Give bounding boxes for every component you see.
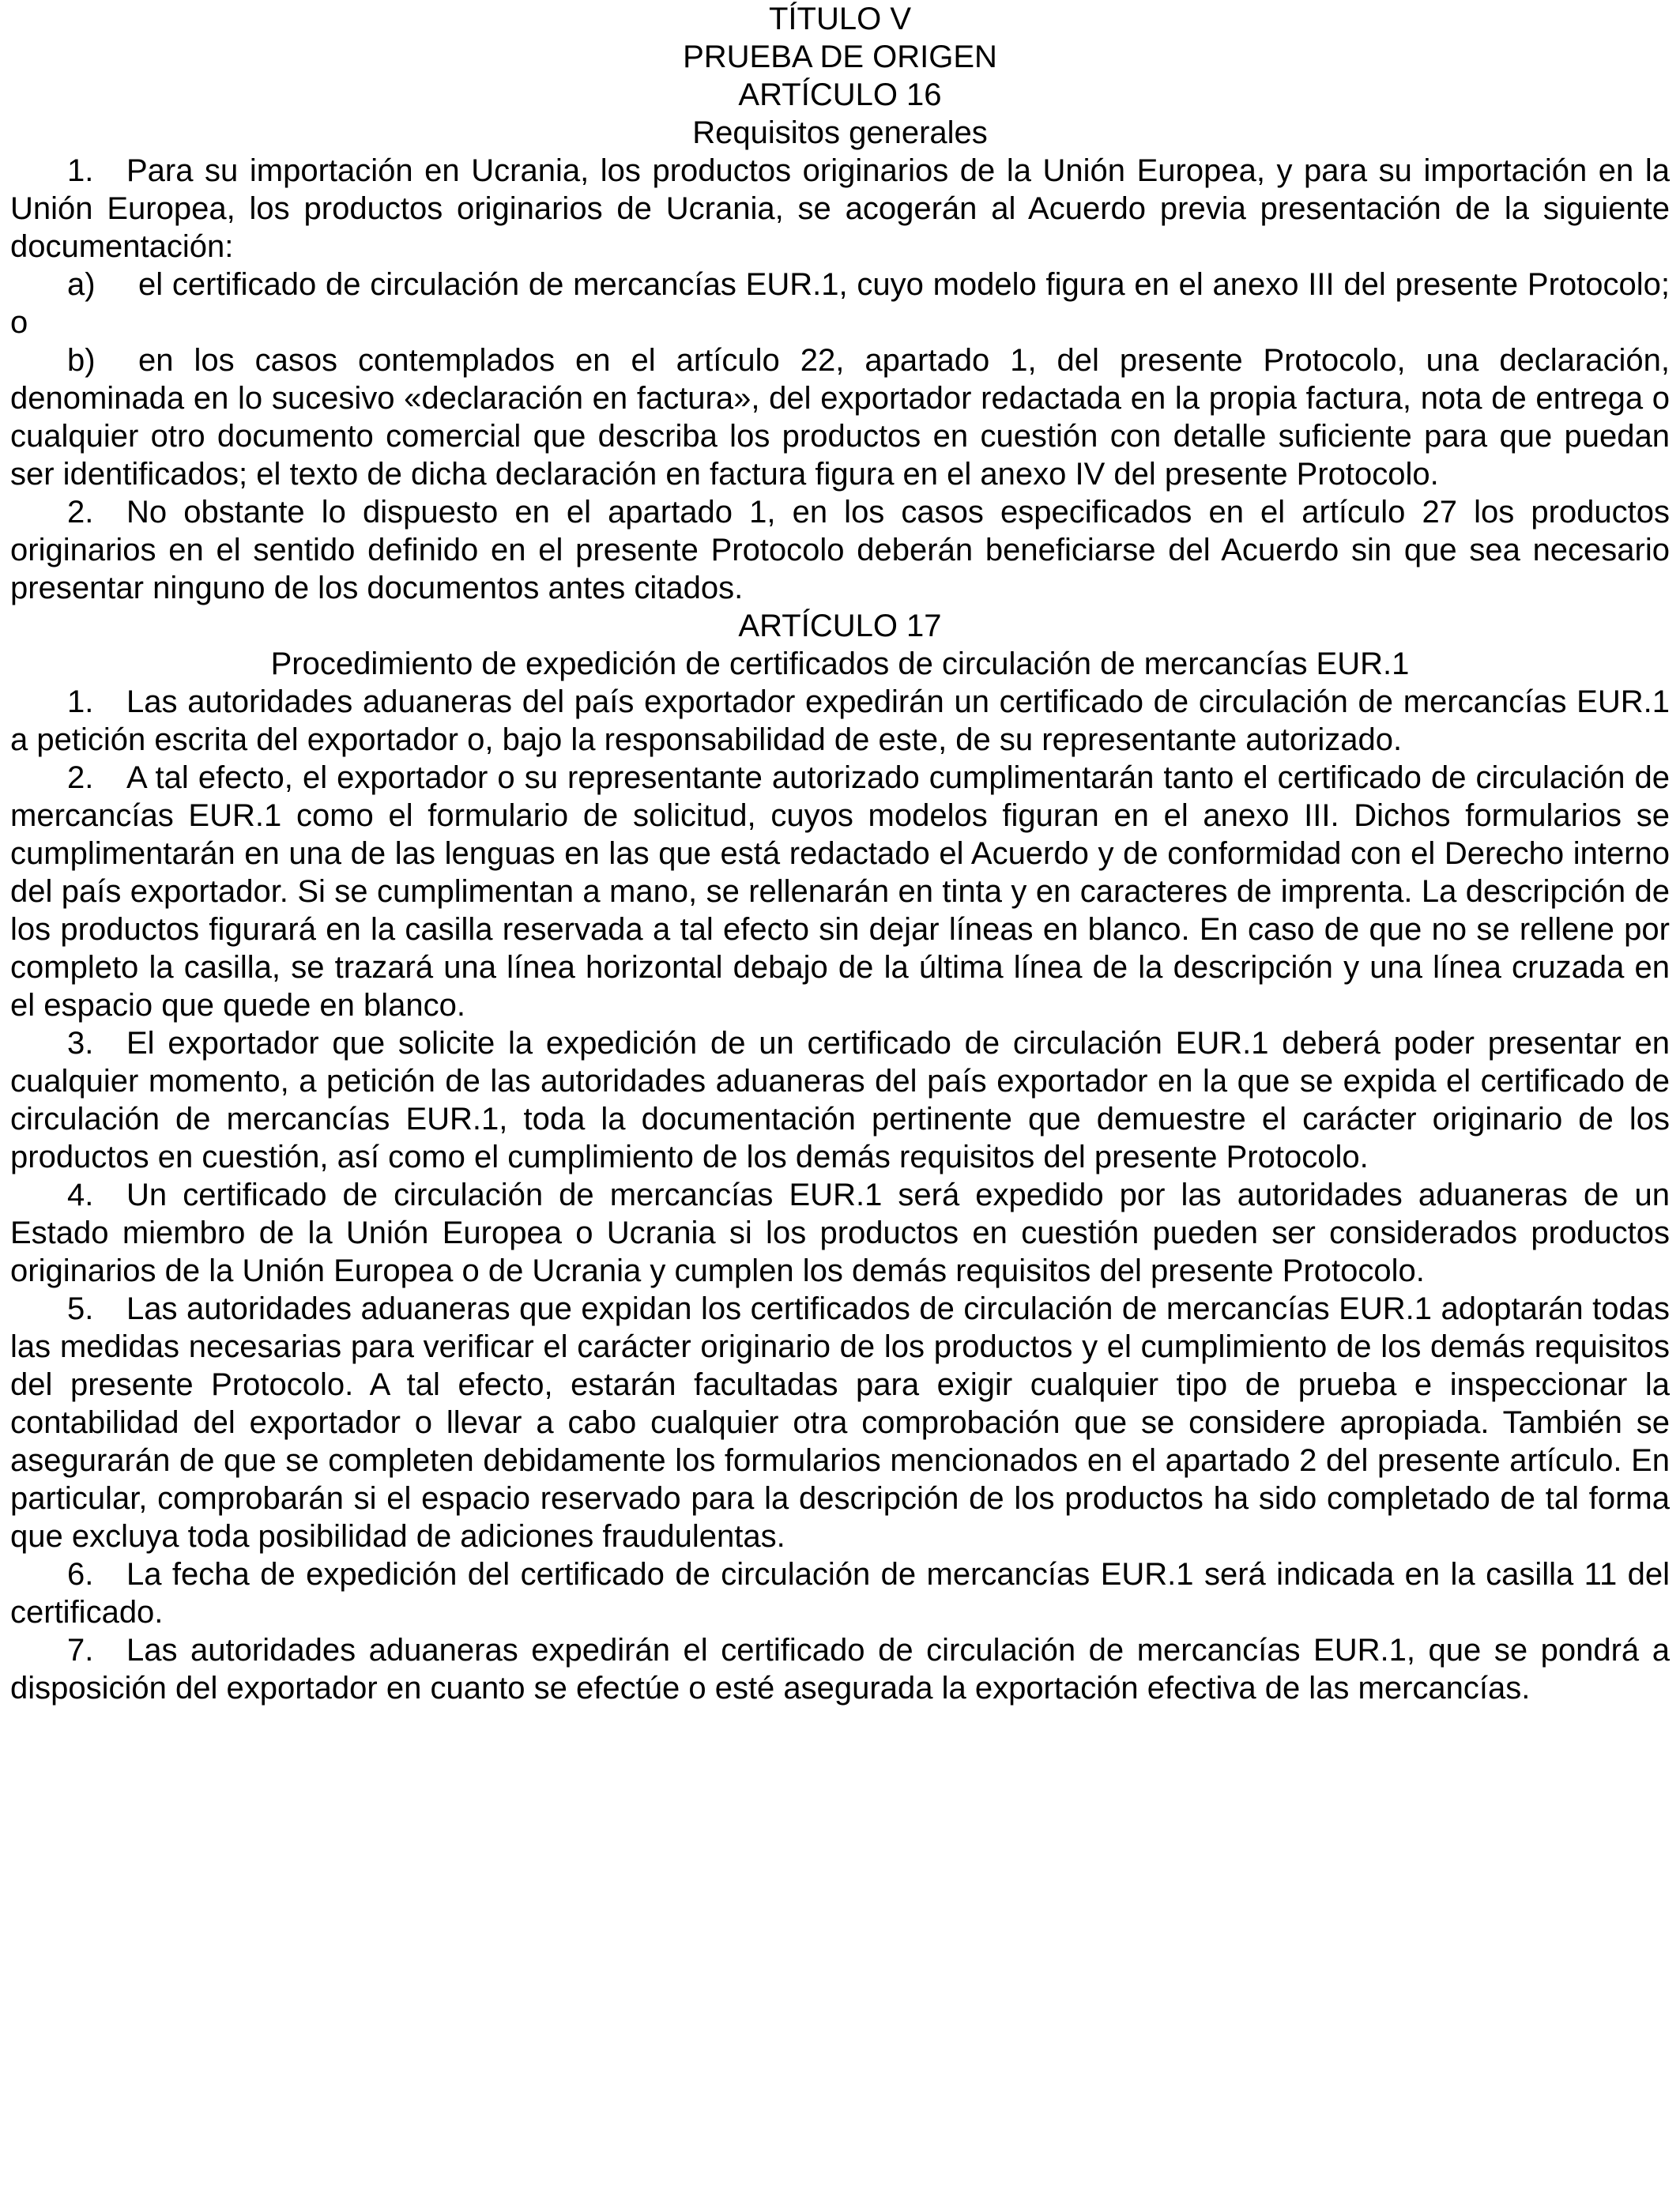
article-16-item-a [10, 266, 1670, 341]
part-heading: PRUEBA DE ORIGEN [683, 40, 997, 74]
paragraph-text: Las autoridades aduaneras expedirán el certificado de circulación de mercancías EUR.1, que se pondrá a disposición del exportador en cuanto se efectúe o esté asegurada la exportación efectiva de las mercancías. [10, 1633, 1670, 1706]
article-17-paragraph-1 [10, 683, 1670, 759]
item-letter: a) [67, 267, 96, 302]
article-16-paragraph-2 [10, 493, 1670, 607]
paragraph-number: 4. [67, 1178, 94, 1212]
paragraph-number: 7. [67, 1633, 94, 1668]
paragraph-number: 2. [67, 495, 94, 530]
article-16-item-b [10, 341, 1670, 493]
paragraph-text: El exportador que solicite la expedición de un certificado de circulación EUR.1 deberá poder presentar en cualquier momento, a petición de las autoridades aduaneras del país exportador en la que se expida el certificado de circulación de mercancías EUR.1, toda la documentación pertinente que demuestre el carácter originario de los productos en cuestión, así como el cumplimiento de los demás requisitos del presente Protocolo. [10, 1026, 1670, 1174]
article-17-subheading: Procedimiento de expedición de certificados de circulación de mercancías EUR.1 [270, 647, 1410, 681]
paragraph-number: 6. [67, 1557, 94, 1592]
article-17-paragraph-2 [10, 759, 1670, 1024]
article-16-subheading: Requisitos generales [692, 115, 988, 150]
article-17-heading: ARTÍCULO 17 [738, 609, 942, 643]
article-17-paragraph-4 [10, 1176, 1670, 1290]
article-16-heading: ARTÍCULO 16 [738, 77, 942, 112]
paragraph-number: 3. [67, 1026, 94, 1061]
article-17-paragraph-7 [10, 1631, 1670, 1707]
article-17-paragraph-5 [10, 1290, 1670, 1555]
paragraph-number: 5. [67, 1291, 94, 1326]
paragraph-number: 1. [67, 684, 94, 719]
paragraph-text: No obstante lo dispuesto en el apartado 1, en los casos especificados en el artículo 27 los productos originarios en el sentido definido en el presente Protocolo deberán beneficiarse del Acuerdo sin que sea necesario presentar ninguno de los documentos antes citados. [10, 495, 1670, 605]
article-16-paragraph-1 [10, 152, 1670, 266]
article-17-paragraph-6 [10, 1555, 1670, 1631]
article-17-paragraph-3 [10, 1024, 1670, 1176]
paragraph-number: 1. [67, 153, 94, 188]
paragraph-text: A tal efecto, el exportador o su representante autorizado cumplimentarán tanto el certificado de circulación de mercancías EUR.1 como el formulario de solicitud, cuyos modelos figuran en el anexo III. Dichos formularios se cumplimentarán en una de las lenguas en las que está redactado el Acuerdo y de conformidad con el Derecho interno del país exportador. Si se cumplimentan a mano, se rellenarán en tinta y en caracteres de imprenta. La descripción de los productos figurará en la casilla reservada a tal efecto sin dejar líneas en blanco. En caso de que no se rellene por completo la casilla, se trazará una línea horizontal debajo de la última línea de la descripción y una línea cruzada en el espacio que quede en blanco. [10, 760, 1670, 1023]
paragraph-text: Un certificado de circulación de mercancías EUR.1 será expedido por las autoridades aduaneras de un Estado miembro de la Unión Europea o Ucrania si los productos en cuestión pueden ser considerados productos originarios de la Unión Europea o de Ucrania y cumplen los demás requisitos del presente Protocolo. [10, 1178, 1670, 1288]
paragraph-text: Las autoridades aduaneras del país exportador expedirán un certificado de circulación de mercancías EUR.1 a petición escrita del exportador o, bajo la responsabilidad de este, de su representante autorizado. [10, 684, 1670, 757]
paragraph-text: Para su importación en Ucrania, los productos originarios de la Unión Europea, y para su importación en la Unión Europea, los productos originarios de Ucrania, se acogerán al Acuerdo previa presentación de la siguiente documentación: [10, 153, 1670, 264]
item-letter: b) [67, 343, 96, 378]
paragraph-number: 2. [67, 760, 94, 795]
paragraph-text: Las autoridades aduaneras que expidan los certificados de circulación de mercancías EUR.1 adoptarán todas las medidas necesarias para verificar el carácter originario de los productos y el cumplimiento de los demás requisitos del presente Protocolo. A tal efecto, estarán facultadas para exigir cualquier tipo de prueba e inspeccionar la contabilidad del exportador o llevar a cabo cualquier otra comprobación que se considere apropiada. También se asegurarán de que se completen debidamente los formularios mencionados en el apartado 2 del presente artículo. En particular, comprobarán si el espacio reservado para la descripción de los productos ha sido completado de tal forma que excluya toda posibilidad de adiciones fraudulentas. [10, 1291, 1670, 1554]
item-text: en los casos contemplados en el artículo 22, apartado 1, del presente Protocolo, una declaración, denominada en lo sucesivo «declaración en factura», del exportador redactada en la propia factura, nota de entrega o cualquier otro documento comercial que describa los productos en cuestión con detalle suficiente para que puedan ser identificados; el texto de dicha declaración en factura figura en el anexo IV del presente Protocolo. [10, 343, 1670, 492]
item-text: el certificado de circulación de mercancías EUR.1, cuyo modelo figura en el anexo III del presente Protocolo; o [10, 267, 1670, 340]
paragraph-text: La fecha de expedición del certificado de circulación de mercancías EUR.1 será indicada en la casilla 11 del certificado. [10, 1557, 1670, 1630]
title-heading: TÍTULO V [768, 2, 912, 36]
